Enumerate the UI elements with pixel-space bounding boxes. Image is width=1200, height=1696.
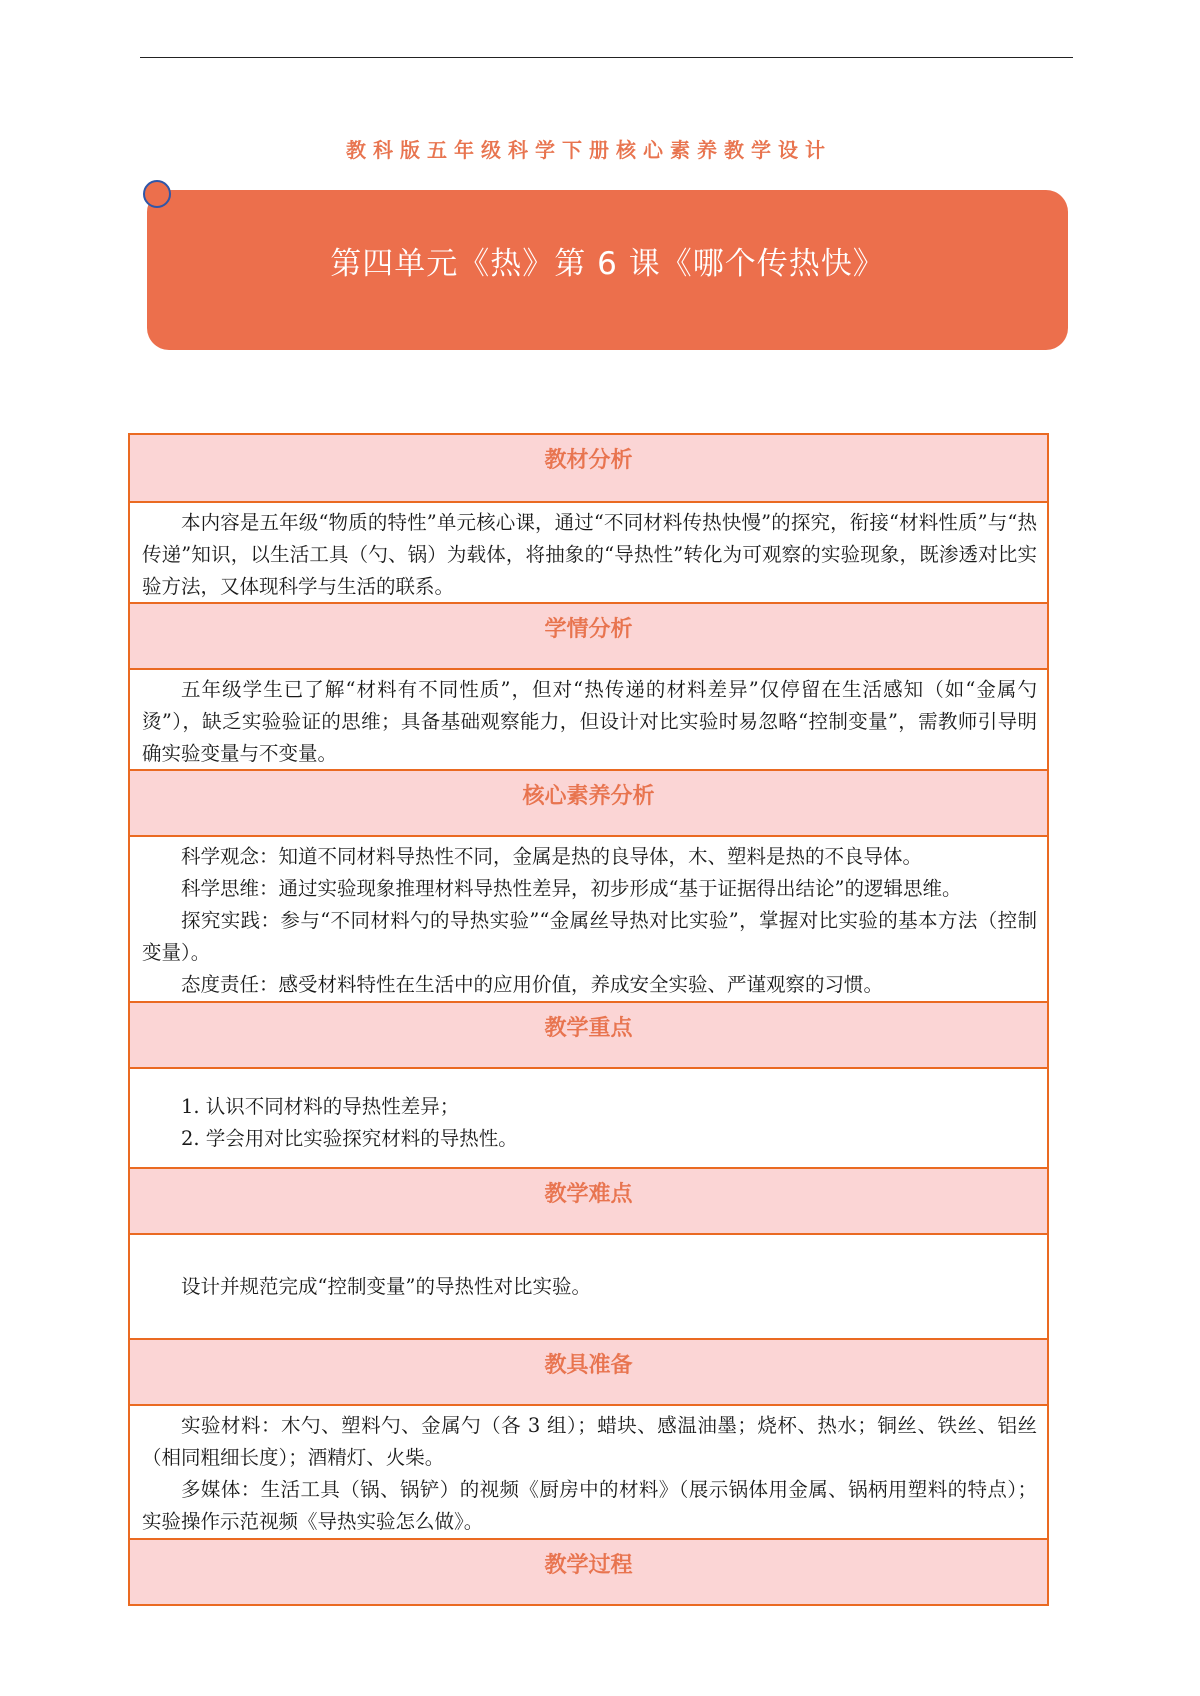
banner-dot-decoration [143, 180, 171, 208]
section-title: 教材分析 [544, 448, 633, 473]
section-header-core-literacy [130, 769, 1047, 835]
section-header-difficulties [130, 1167, 1047, 1233]
top-rule [140, 57, 1073, 58]
section-title: 教具准备 [544, 1353, 633, 1378]
section-header-key-points [130, 1001, 1047, 1067]
section-body-material-analysis [130, 501, 1047, 602]
paragraph: 本内容是五年级“物质的特性”单元核心课，通过“不同材料传热快慢”的探究，衔接“材料性质”与“热传递”知识，以生活工具（勺、锅）为载体，将抽象的“导热性”转化为可观察的实验现象，既渗透对比实验方法，又体现科学与生活的联系。 [142, 511, 1037, 598]
section-body-difficulties [130, 1233, 1047, 1338]
section-body-student-analysis [130, 668, 1047, 769]
section-title: 教学难点 [544, 1182, 633, 1207]
paragraph: 设计并规范完成“控制变量”的导热性对比实验。 [181, 1275, 591, 1298]
list-item: 2. 学会用对比实验探究材料的导热性。 [181, 1127, 518, 1150]
section-title: 核心素养分析 [522, 784, 655, 809]
section-title: 教学重点 [544, 1016, 633, 1041]
section-header-material-analysis [130, 435, 1047, 501]
paragraph: 科学观念：知道不同材料导热性不同，金属是热的良导体，木、塑料是热的不良导体。 [181, 845, 923, 868]
paragraph: 多媒体：生活工具（锅、锅铲）的视频《厨房中的材料》（展示锅体用金属、锅柄用塑料的特点）；实验操作示范视频《导热实验怎么做》。 [142, 1478, 1037, 1533]
lesson-design-table [128, 433, 1049, 1606]
section-header-student-analysis [130, 602, 1047, 668]
paragraph: 探究实践：参与“不同材料勺的导热实验”“金属丝导热对比实验”，掌握对比实验的基本方法（控制变量）。 [142, 909, 1037, 964]
lesson-title: 第四单元《热》第 6 课《哪个传热快》 [330, 246, 885, 282]
paragraph: 五年级学生已了解“材料有不同性质”，但对“热传递的材料差异”仅停留在生活感知（如“金属勺烫”），缺乏实验验证的思维；具备基础观察能力，但设计对比实验时易忽略“控制变量”，需教师引导明确实验变量与不变量。 [142, 678, 1037, 765]
series-title: 教科版五年级科学下册核心素养教学设计 [346, 138, 832, 162]
paragraph: 科学思维：通过实验现象推理材料导热性差异，初步形成“基于证据得出结论”的逻辑思维。 [181, 877, 962, 900]
section-header-preparation [130, 1338, 1047, 1404]
section-body-core-literacy [130, 835, 1047, 1001]
paragraph: 态度责任：感受材料特性在生活中的应用价值，养成安全实验、严谨观察的习惯。 [181, 973, 884, 996]
lesson-title-banner [147, 190, 1068, 350]
paragraph: 实验材料：木勺、塑料勺、金属勺（各 3 组）；蜡块、感温油墨；烧杯、热水；铜丝、铁丝、铝丝（相同粗细长度）；酒精灯、火柴。 [142, 1414, 1037, 1469]
section-title: 教学过程 [544, 1553, 633, 1578]
section-body-preparation [130, 1404, 1047, 1538]
section-title: 学情分析 [544, 617, 633, 642]
list-item: 1. 认识不同材料的导热性差异； [181, 1095, 460, 1118]
section-body-key-points [130, 1067, 1047, 1167]
section-header-process [130, 1538, 1047, 1604]
